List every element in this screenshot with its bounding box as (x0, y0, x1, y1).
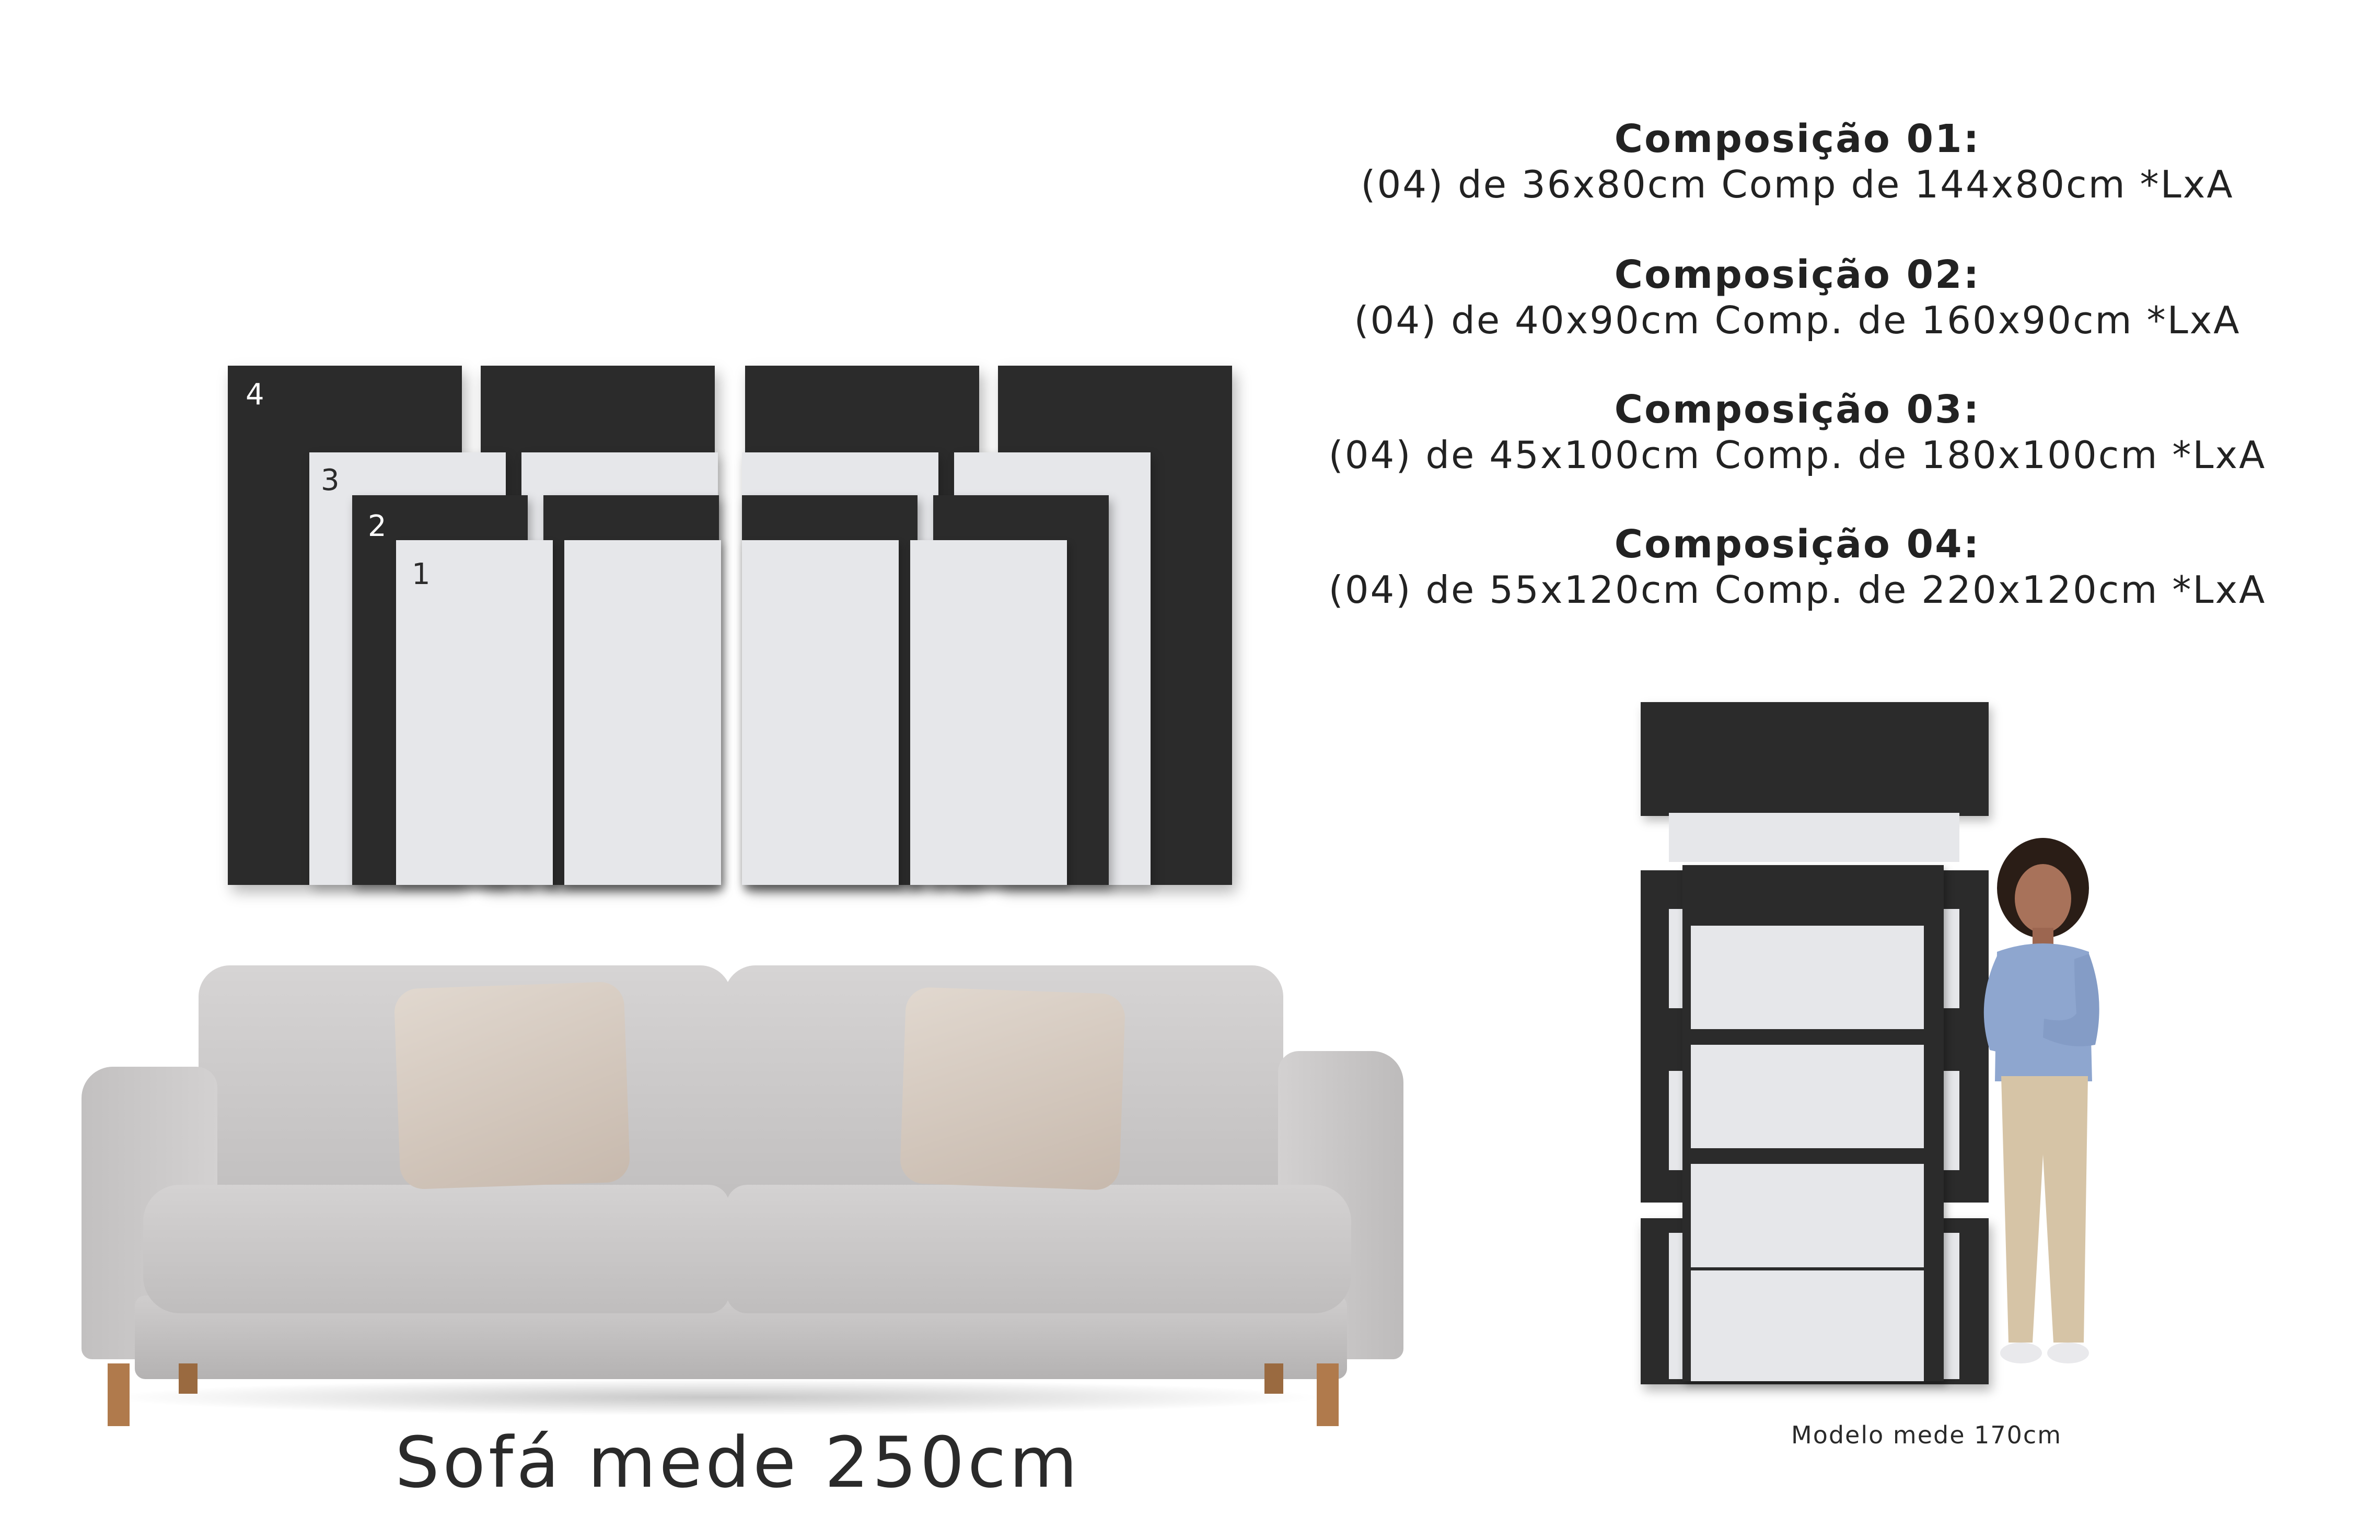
pillow-right (900, 987, 1126, 1191)
v-layer1-panel (1691, 1045, 1924, 1148)
spec-detail: (04) de 55x120cm Comp. de 220x120cm *LxA (1328, 568, 2267, 612)
sofa-shadow (105, 1379, 1327, 1416)
spec-detail: (04) de 45x100cm Comp. de 180x100cm *LxA (1328, 433, 2267, 477)
spec-detail: (04) de 40x90cm Comp. de 160x90cm *LxA (1354, 298, 2241, 342)
layer1-panel (396, 540, 553, 885)
v-layer1-panel (1691, 1270, 1924, 1381)
spec-heading: Composição 04: (1614, 522, 1981, 567)
sofa-leg (179, 1363, 198, 1394)
v-layer1-panel (1691, 926, 1924, 1029)
wall-composition (0, 0, 1254, 919)
layer1-panel (564, 540, 721, 885)
spec-heading: Composição 01: (1614, 116, 1981, 161)
layer1-panel (910, 540, 1067, 885)
spec-heading: Composição 02: (1614, 252, 1981, 297)
seat-cushion-right (726, 1185, 1351, 1313)
layer-number-2: 2 (368, 509, 387, 543)
layer-number-3: 3 (321, 463, 340, 497)
pillow-left (393, 981, 630, 1189)
spec-04 (1254, 521, 2341, 612)
sofa-leg (1264, 1363, 1283, 1394)
seat-cushion-left (143, 1185, 729, 1313)
spec-heading: Composição 03: (1614, 387, 1981, 432)
spec-02 (1254, 252, 2341, 343)
spec-01 (1254, 116, 2341, 207)
spec-detail: (04) de 36x80cm Comp de 144x80cm *LxA (1361, 162, 2234, 206)
sofa-leg (108, 1363, 130, 1426)
layer1-panel (742, 540, 899, 885)
v-layer1-panel (1691, 1164, 1924, 1267)
v-layer4-panel (1641, 702, 1989, 816)
layer-number-1: 1 (412, 557, 431, 591)
vertical-composition (1620, 690, 2017, 1390)
v-layer3-panel (1669, 813, 1959, 862)
model-figure (1965, 831, 2111, 1384)
sofa-leg (1317, 1363, 1339, 1426)
sofa (0, 930, 1463, 1473)
spec-03 (1254, 387, 2341, 477)
layer-number-4: 4 (246, 378, 264, 412)
sofa-caption: Sofá mede 250cm (395, 1422, 1081, 1503)
model-caption: Modelo mede 170cm (1791, 1421, 2062, 1449)
